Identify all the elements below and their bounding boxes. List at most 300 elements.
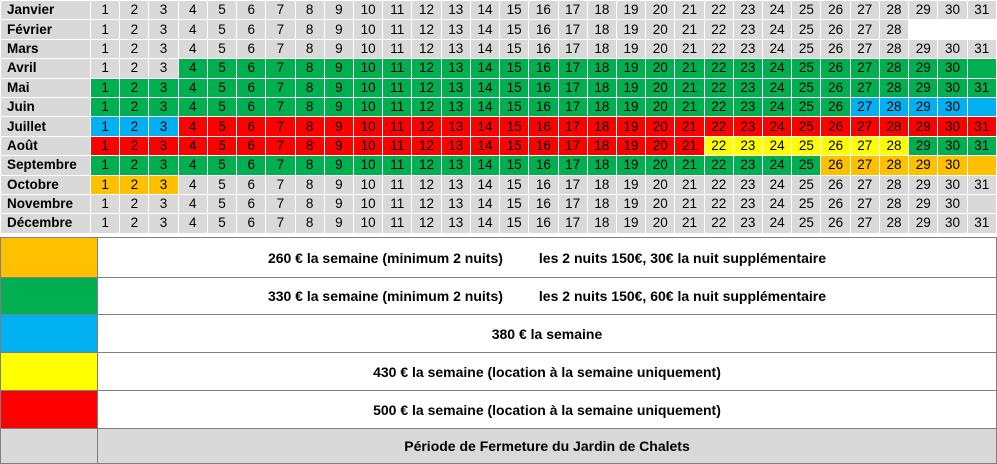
- day-cell: 13: [441, 117, 470, 136]
- day-cell: 25: [792, 78, 821, 97]
- day-cell: 8: [295, 175, 324, 194]
- month-row: [1, 20, 997, 39]
- day-cell: 3: [149, 156, 178, 175]
- day-cell: 3: [149, 59, 178, 78]
- day-cell: 23: [733, 117, 762, 136]
- day-cell: 24: [763, 78, 792, 97]
- month-row: [1, 78, 997, 97]
- day-cell: 11: [383, 136, 412, 155]
- day-cell: 9: [324, 175, 353, 194]
- day-cell: 9: [324, 194, 353, 213]
- day-cell: 20: [646, 1, 675, 20]
- day-cell: 25: [792, 1, 821, 20]
- day-cell: 14: [470, 1, 499, 20]
- day-cell: 17: [558, 175, 587, 194]
- day-cell: 11: [383, 39, 412, 58]
- day-cell: 22: [704, 97, 733, 116]
- day-cell: 1: [91, 175, 120, 194]
- day-cell: 28: [879, 214, 908, 233]
- color-swatch: [1, 238, 98, 278]
- day-cell: 30: [938, 175, 967, 194]
- day-cell: 9: [324, 39, 353, 58]
- day-cell: 23: [733, 1, 762, 20]
- day-cell: 28: [879, 175, 908, 194]
- day-cell: 18: [587, 78, 616, 97]
- day-cell: 21: [675, 97, 704, 116]
- day-cell: 25: [792, 117, 821, 136]
- day-cell: 11: [383, 97, 412, 116]
- day-cell: 13: [441, 156, 470, 175]
- month-label: Janvier: [1, 1, 91, 20]
- day-cell: 24: [763, 117, 792, 136]
- day-cell: 1: [91, 117, 120, 136]
- day-cell: 18: [587, 1, 616, 20]
- legend-body: [1, 238, 997, 464]
- day-cell: 17: [558, 59, 587, 78]
- day-cell: 22: [704, 1, 733, 20]
- day-cell: 4: [178, 117, 207, 136]
- day-cell: 17: [558, 156, 587, 175]
- day-cell: 5: [207, 214, 236, 233]
- day-cell: 1: [91, 78, 120, 97]
- rate-description: 380 € la semaine: [491, 325, 603, 342]
- day-cell: 30: [938, 78, 967, 97]
- day-cell: 11: [383, 20, 412, 39]
- day-cell: 29: [909, 214, 938, 233]
- day-cell: 20: [646, 136, 675, 155]
- day-cell: 22: [704, 156, 733, 175]
- day-cell: 13: [441, 175, 470, 194]
- day-cell: 1: [91, 136, 120, 155]
- day-cell: 8: [295, 117, 324, 136]
- day-cell: 29: [909, 78, 938, 97]
- day-cell: 23: [733, 175, 762, 194]
- day-cell: 12: [412, 156, 441, 175]
- day-cell: 26: [821, 1, 850, 20]
- day-cell: [967, 20, 996, 39]
- day-cell: 13: [441, 1, 470, 20]
- day-cell: 17: [558, 136, 587, 155]
- day-cell: 5: [207, 117, 236, 136]
- day-cell: 15: [500, 97, 529, 116]
- day-cell: 11: [383, 175, 412, 194]
- day-cell: 25: [792, 194, 821, 213]
- day-cell: 27: [850, 78, 879, 97]
- day-cell: 19: [616, 20, 645, 39]
- day-cell: 21: [675, 117, 704, 136]
- day-cell: 26: [821, 136, 850, 155]
- day-cell: 17: [558, 39, 587, 58]
- rate-description: Période de Fermeture du Jardin de Chalets: [404, 438, 690, 454]
- legend-text: [98, 353, 997, 391]
- day-cell: 8: [295, 214, 324, 233]
- day-cell: 2: [120, 175, 149, 194]
- day-cell: 22: [704, 39, 733, 58]
- day-cell: 11: [383, 1, 412, 20]
- day-cell: 19: [616, 214, 645, 233]
- day-cell: 30: [938, 214, 967, 233]
- day-cell: 20: [646, 59, 675, 78]
- month-label: Juin: [1, 97, 91, 116]
- day-cell: 21: [675, 1, 704, 20]
- legend-row: [1, 429, 997, 464]
- day-cell: 27: [850, 117, 879, 136]
- day-cell: 18: [587, 20, 616, 39]
- day-cell: 26: [821, 39, 850, 58]
- day-cell: 12: [412, 117, 441, 136]
- day-cell: 4: [178, 78, 207, 97]
- day-cell: 10: [353, 59, 382, 78]
- day-cell: 3: [149, 214, 178, 233]
- day-cell: 13: [441, 136, 470, 155]
- day-cell: 5: [207, 175, 236, 194]
- day-cell: 26: [821, 20, 850, 39]
- day-cell: 15: [500, 59, 529, 78]
- day-cell: 5: [207, 194, 236, 213]
- day-cell: 23: [733, 214, 762, 233]
- day-cell: 24: [763, 20, 792, 39]
- day-cell: 9: [324, 156, 353, 175]
- day-cell: 28: [879, 59, 908, 78]
- day-cell: 21: [675, 156, 704, 175]
- day-cell: 14: [470, 39, 499, 58]
- day-cell: 16: [529, 175, 558, 194]
- day-cell: 29: [909, 117, 938, 136]
- day-cell: 5: [207, 1, 236, 20]
- day-cell: 14: [470, 117, 499, 136]
- day-cell: 19: [616, 175, 645, 194]
- day-cell: [967, 156, 996, 175]
- day-cell: 31: [967, 175, 996, 194]
- day-cell: 8: [295, 1, 324, 20]
- day-cell: 28: [879, 39, 908, 58]
- day-cell: 7: [266, 136, 295, 155]
- day-cell: 4: [178, 59, 207, 78]
- day-cell: 3: [149, 136, 178, 155]
- day-cell: 13: [441, 78, 470, 97]
- legend-text: [98, 315, 997, 353]
- day-cell: 10: [353, 156, 382, 175]
- day-cell: 8: [295, 156, 324, 175]
- day-cell: 23: [733, 194, 762, 213]
- day-cell: 23: [733, 97, 762, 116]
- day-cell: 10: [353, 117, 382, 136]
- day-cell: 12: [412, 1, 441, 20]
- day-cell: 16: [529, 20, 558, 39]
- day-cell: 5: [207, 59, 236, 78]
- day-cell: 10: [353, 194, 382, 213]
- day-cell: 30: [938, 117, 967, 136]
- day-cell: 15: [500, 39, 529, 58]
- day-cell: 22: [704, 20, 733, 39]
- legend-text: [98, 238, 997, 278]
- day-cell: 20: [646, 194, 675, 213]
- day-cell: 11: [383, 194, 412, 213]
- day-cell: 31: [967, 39, 996, 58]
- day-cell: 31: [967, 117, 996, 136]
- month-row: [1, 59, 997, 78]
- day-cell: [909, 20, 938, 39]
- day-cell: 16: [529, 214, 558, 233]
- day-cell: 21: [675, 59, 704, 78]
- day-cell: 18: [587, 59, 616, 78]
- day-cell: 24: [763, 194, 792, 213]
- day-cell: 10: [353, 20, 382, 39]
- day-cell: 7: [266, 194, 295, 213]
- day-cell: 14: [470, 20, 499, 39]
- day-cell: 12: [412, 194, 441, 213]
- day-cell: 27: [850, 39, 879, 58]
- day-cell: 6: [237, 39, 266, 58]
- day-cell: 2: [120, 117, 149, 136]
- day-cell: 26: [821, 59, 850, 78]
- day-cell: 17: [558, 214, 587, 233]
- day-cell: 28: [879, 1, 908, 20]
- day-cell: 10: [353, 39, 382, 58]
- day-cell: 12: [412, 97, 441, 116]
- color-swatch: [1, 391, 98, 429]
- day-cell: 15: [500, 175, 529, 194]
- day-cell: 4: [178, 136, 207, 155]
- month-row: [1, 194, 997, 213]
- day-cell: 22: [704, 117, 733, 136]
- day-cell: 1: [91, 97, 120, 116]
- day-cell: 31: [967, 78, 996, 97]
- day-cell: 25: [792, 136, 821, 155]
- month-label: Décembre: [1, 214, 91, 233]
- day-cell: 20: [646, 97, 675, 116]
- day-cell: 24: [763, 59, 792, 78]
- day-cell: 5: [207, 156, 236, 175]
- day-cell: 27: [850, 175, 879, 194]
- day-cell: 28: [879, 156, 908, 175]
- day-cell: 6: [237, 194, 266, 213]
- day-cell: 19: [616, 39, 645, 58]
- night-rate-description: les 2 nuits 150€, 60€ la nuit supplémentaire: [538, 288, 827, 304]
- color-swatch: [1, 278, 98, 315]
- day-cell: 11: [383, 156, 412, 175]
- day-cell: 7: [266, 59, 295, 78]
- day-cell: 24: [763, 1, 792, 20]
- day-cell: 20: [646, 214, 675, 233]
- day-cell: 7: [266, 214, 295, 233]
- day-cell: 17: [558, 20, 587, 39]
- day-cell: 15: [500, 136, 529, 155]
- month-label: Mars: [1, 39, 91, 58]
- day-cell: 15: [500, 117, 529, 136]
- month-label: Octobre: [1, 175, 91, 194]
- day-cell: 20: [646, 117, 675, 136]
- day-cell: 14: [470, 78, 499, 97]
- day-cell: 16: [529, 97, 558, 116]
- day-cell: 24: [763, 214, 792, 233]
- price-legend: [0, 237, 997, 464]
- day-cell: 29: [909, 97, 938, 116]
- legend-text: [98, 429, 997, 464]
- day-cell: 14: [470, 136, 499, 155]
- day-cell: 2: [120, 156, 149, 175]
- day-cell: 16: [529, 1, 558, 20]
- day-cell: 14: [470, 156, 499, 175]
- month-label: Mai: [1, 78, 91, 97]
- day-cell: 22: [704, 175, 733, 194]
- day-cell: 25: [792, 156, 821, 175]
- day-cell: 11: [383, 78, 412, 97]
- day-cell: 28: [879, 117, 908, 136]
- day-cell: 28: [879, 20, 908, 39]
- day-cell: 8: [295, 194, 324, 213]
- day-cell: 26: [821, 156, 850, 175]
- day-cell: 7: [266, 156, 295, 175]
- day-cell: 24: [763, 136, 792, 155]
- day-cell: 20: [646, 39, 675, 58]
- month-label: Novembre: [1, 194, 91, 213]
- day-cell: 28: [879, 194, 908, 213]
- legend-row: [1, 238, 997, 278]
- day-cell: 12: [412, 78, 441, 97]
- day-cell: 13: [441, 214, 470, 233]
- day-cell: 29: [909, 136, 938, 155]
- day-cell: 27: [850, 194, 879, 213]
- day-cell: 12: [412, 59, 441, 78]
- day-cell: 26: [821, 214, 850, 233]
- day-cell: 3: [149, 175, 178, 194]
- day-cell: 10: [353, 1, 382, 20]
- day-cell: 3: [149, 97, 178, 116]
- day-cell: 21: [675, 136, 704, 155]
- day-cell: 22: [704, 214, 733, 233]
- day-cell: 7: [266, 78, 295, 97]
- day-cell: 18: [587, 97, 616, 116]
- rate-description: 260 € la semaine (minimum 2 nuits): [267, 249, 503, 266]
- day-cell: 2: [120, 39, 149, 58]
- day-cell: 27: [850, 1, 879, 20]
- day-cell: 2: [120, 1, 149, 20]
- day-cell: 4: [178, 1, 207, 20]
- month-row: [1, 97, 997, 116]
- day-cell: 14: [470, 175, 499, 194]
- day-cell: 30: [938, 194, 967, 213]
- day-cell: 15: [500, 1, 529, 20]
- day-cell: 23: [733, 156, 762, 175]
- day-cell: 2: [120, 194, 149, 213]
- day-cell: 19: [616, 59, 645, 78]
- day-cell: [967, 97, 996, 116]
- day-cell: 8: [295, 59, 324, 78]
- day-cell: 10: [353, 214, 382, 233]
- day-cell: 16: [529, 194, 558, 213]
- legend-row: [1, 278, 997, 315]
- day-cell: 6: [237, 97, 266, 116]
- day-cell: 30: [938, 1, 967, 20]
- day-cell: 24: [763, 97, 792, 116]
- day-cell: 27: [850, 20, 879, 39]
- day-cell: 5: [207, 136, 236, 155]
- day-cell: 19: [616, 97, 645, 116]
- day-cell: 8: [295, 136, 324, 155]
- day-cell: 21: [675, 194, 704, 213]
- day-cell: 16: [529, 78, 558, 97]
- day-cell: 31: [967, 214, 996, 233]
- day-cell: 2: [120, 59, 149, 78]
- day-cell: 15: [500, 20, 529, 39]
- month-label: Avril: [1, 59, 91, 78]
- day-cell: 26: [821, 117, 850, 136]
- day-cell: 9: [324, 214, 353, 233]
- day-cell: 30: [938, 59, 967, 78]
- day-cell: 2: [120, 214, 149, 233]
- day-cell: 3: [149, 20, 178, 39]
- day-cell: 12: [412, 214, 441, 233]
- day-cell: 4: [178, 39, 207, 58]
- day-cell: 18: [587, 39, 616, 58]
- day-cell: 30: [938, 39, 967, 58]
- day-cell: 24: [763, 39, 792, 58]
- month-row: [1, 175, 997, 194]
- day-cell: 16: [529, 136, 558, 155]
- day-cell: 20: [646, 78, 675, 97]
- day-cell: 18: [587, 214, 616, 233]
- day-cell: 15: [500, 156, 529, 175]
- day-cell: 24: [763, 175, 792, 194]
- day-cell: 26: [821, 97, 850, 116]
- day-cell: 17: [558, 194, 587, 213]
- day-cell: 13: [441, 194, 470, 213]
- day-cell: 12: [412, 175, 441, 194]
- day-cell: 8: [295, 20, 324, 39]
- day-cell: 7: [266, 20, 295, 39]
- day-cell: 29: [909, 156, 938, 175]
- day-cell: 27: [850, 97, 879, 116]
- rate-description: 500 € la semaine (location à la semaine uniquement): [373, 401, 721, 418]
- day-cell: 28: [879, 78, 908, 97]
- month-row: [1, 1, 997, 20]
- day-cell: 10: [353, 136, 382, 155]
- day-cell: 10: [353, 78, 382, 97]
- day-cell: 10: [353, 175, 382, 194]
- day-cell: 19: [616, 136, 645, 155]
- day-cell: 12: [412, 136, 441, 155]
- day-cell: 13: [441, 20, 470, 39]
- color-swatch: [1, 315, 98, 353]
- day-cell: 25: [792, 97, 821, 116]
- day-cell: 8: [295, 78, 324, 97]
- day-cell: 31: [967, 1, 996, 20]
- day-cell: 25: [792, 20, 821, 39]
- day-cell: 21: [675, 214, 704, 233]
- day-cell: 22: [704, 136, 733, 155]
- day-cell: 29: [909, 1, 938, 20]
- month-row: [1, 214, 997, 233]
- legend-text: [98, 278, 997, 315]
- day-cell: 22: [704, 78, 733, 97]
- day-cell: 2: [120, 136, 149, 155]
- day-cell: 21: [675, 78, 704, 97]
- day-cell: 29: [909, 194, 938, 213]
- day-cell: 30: [938, 156, 967, 175]
- day-cell: 6: [237, 156, 266, 175]
- legend-text: [98, 391, 997, 429]
- day-cell: 27: [850, 156, 879, 175]
- day-cell: 25: [792, 214, 821, 233]
- day-cell: 17: [558, 78, 587, 97]
- day-cell: 11: [383, 214, 412, 233]
- day-cell: 6: [237, 1, 266, 20]
- day-cell: 5: [207, 20, 236, 39]
- day-cell: 26: [821, 175, 850, 194]
- day-cell: 3: [149, 117, 178, 136]
- day-cell: 6: [237, 175, 266, 194]
